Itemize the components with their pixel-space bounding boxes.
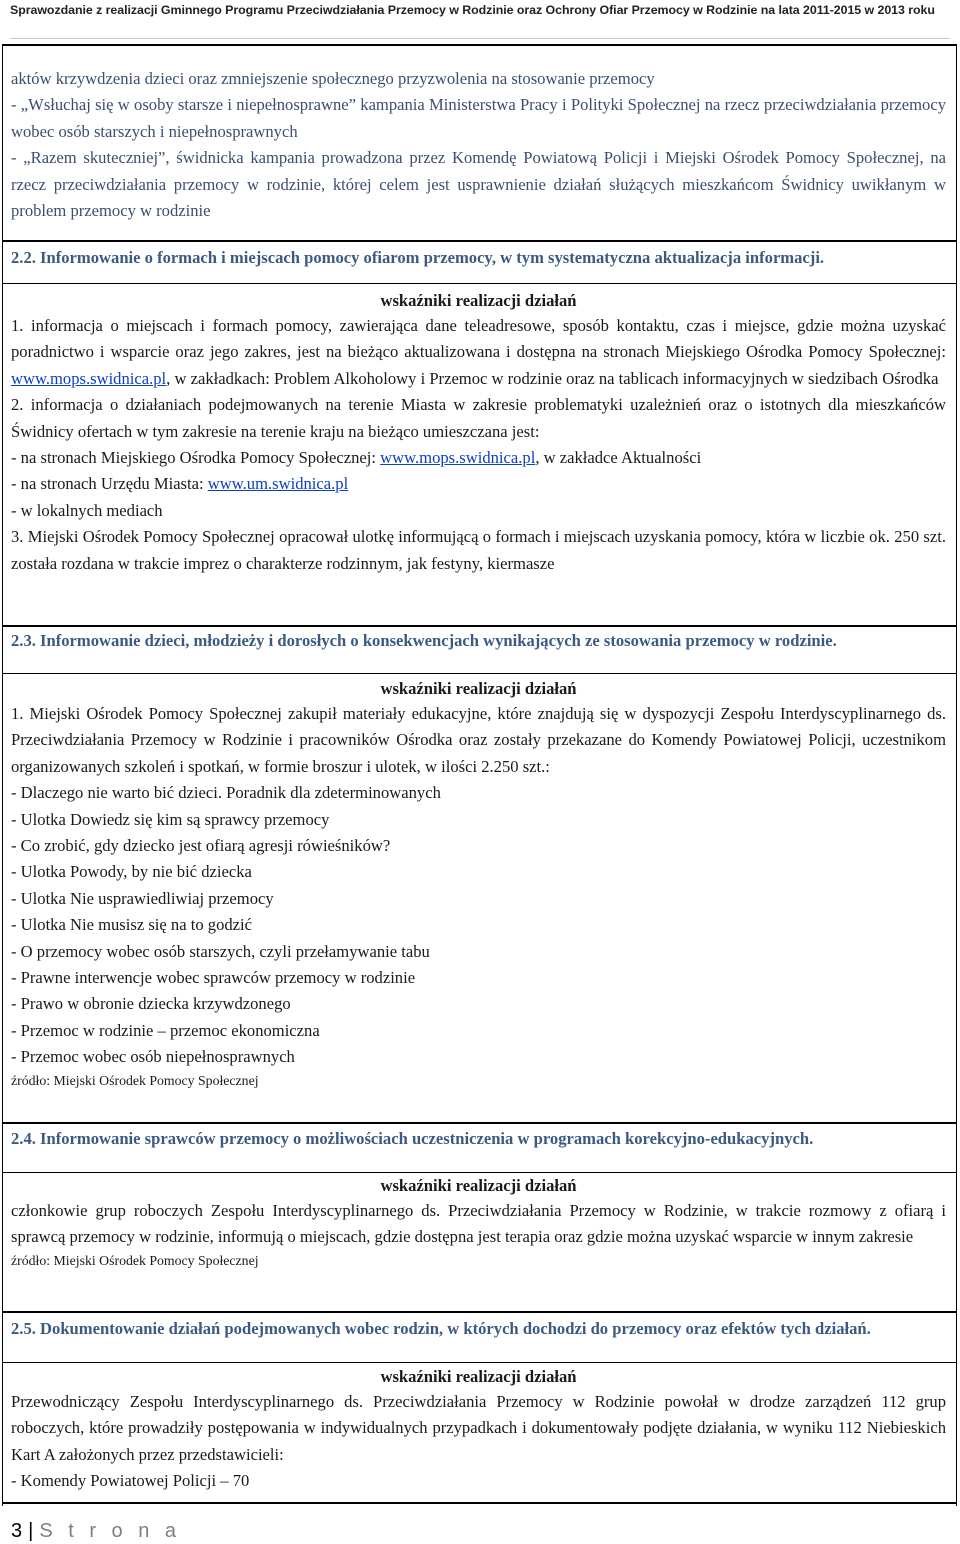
table-bottom-rule: [2, 1502, 957, 1504]
heading-rule-2-4: [2, 1172, 957, 1173]
um-link[interactable]: www.um.swidnica.pl: [207, 474, 349, 494]
heading-rule-2-2: [2, 283, 957, 284]
source-note: źródło: Miejski Ośrodek Pomocy Społecznej: [11, 1252, 259, 1268]
source-note: źródło: Miejski Ośrodek Pomocy Społecznej: [11, 1072, 259, 1088]
page-number: 3: [11, 1520, 23, 1542]
section-2-3-body: [11, 677, 946, 1091]
intro-line-3: - „Razem skuteczniej”, świdnicka kampania prowadzona przez Komendę Powiatową Policji i Miejski Ośrodek Pomocy Społecznej, na rzecz przeciwdziałania przemocy w rodzinie, której celem jest usprawnienie działań służących mieszkańcom Świdnicy uwikłanym w problem przemocy w rodzinie: [11, 148, 946, 221]
section-heading-2-4: 2.4. Informowanie sprawców przemocy o możliwościach uczestniczenia w programach korekcyjno-edukacyjnych.: [11, 1129, 814, 1148]
s22-list-item-3: - w lokalnych mediach: [11, 500, 163, 520]
section-heading-2-2: 2.2. Informowanie o formach i miejscach pomocy ofiarom przemocy, w tym systematyczna aktualizacja informacji.: [11, 248, 825, 267]
indicator-label: wskaźniki realizacji działań: [380, 679, 577, 698]
list-item: - Ulotka Dowiedz się kim są sprawcy przemocy: [11, 809, 330, 829]
s25-list-item-1: - Komendy Powiatowej Policji – 70: [11, 1471, 250, 1491]
header-rule: [10, 38, 950, 39]
heading-rule-2-3: [2, 673, 957, 674]
s22-paragraph-2: 2. informacja o działaniach podejmowanych na terenie Miasta w zakresie problematyki uzależnień oraz o istotnych dla mieszkańców Świdnicy ofertach w tym zakresie na terenie kraju na bieżąco umieszczana jest:: [11, 395, 946, 441]
s22-list-item-1: - na stronach Miejskiego Ośrodka Pomocy Społecznej: www.mops.swidnica.pl, w zakładce Aktualności: [11, 448, 702, 468]
footer-separator: |: [28, 1520, 34, 1542]
indicator-label: wskaźniki realizacji działań: [380, 1176, 577, 1195]
page-footer: [11, 1520, 181, 1543]
section-rule-2-5: [2, 1311, 957, 1313]
s22-paragraph-1: 1. informacja o miejscach i formach pomocy, zawierająca dane teleadresowe, sposób kontaktu, czas i miejsce, gdzie można uzyskać poradnictwo i wsparcie oraz jego zakres, jest na bieżąco aktualizowana i dostępna na stronach Miejskiego Ośrodka Pomocy Społecznej: www.mops.swidnica.pl, w zakładkach: Problem Alkoholowy i Przemoc w rodzinie oraz na tablicach informacyjnych w siedzibach Ośrodka: [11, 316, 946, 388]
mops-link[interactable]: www.mops.swidnica.pl: [11, 368, 167, 388]
indicator-label: wskaźniki realizacji działań: [380, 291, 577, 310]
s22-list-item-2: - na stronach Urzędu Miasta: www.um.swidnica.pl: [11, 474, 349, 494]
list-item: - Ulotka Nie musisz się na to godzić: [11, 915, 253, 935]
s25-paragraph-1: Przewodniczący Zespołu Interdyscyplinarnego ds. Przeciwdziałania Przemocy w Rodzinie powołał w drodze zarządzeń 112 grup roboczych, które prowadziły postępowania w indywidualnych przypadkach i dokumentowały podjęte działania, w wyniku 112 Niebieskich Kart A założonych przez przedstawicieli:: [11, 1392, 946, 1464]
section-rule-2-4: [2, 1122, 957, 1124]
section-2-2-body: [11, 289, 946, 577]
section-rule-2-3: [2, 625, 957, 627]
list-item: - Przemoc w rodzinie – przemoc ekonomiczna: [11, 1020, 320, 1040]
intro-block: [11, 66, 946, 224]
page-word: S t r o n a: [39, 1520, 182, 1542]
list-item: - O przemocy wobec osób starszych, czyli przełamywanie tabu: [11, 941, 430, 961]
section-2-2-heading-block: [11, 246, 946, 269]
s23-materials-list: [11, 780, 946, 1070]
section-2-4-body: [11, 1174, 946, 1271]
list-item: - Ulotka Powody, by nie bić dziecka: [11, 862, 252, 882]
section-2-5-heading-block: [11, 1317, 946, 1340]
s23-paragraph-1: 1. Miejski Ośrodek Pomocy Społecznej zakupił materiały edukacyjne, które znajdują się w dyspozycji Zespołu Interdyscyplinarnego ds. Przeciwdziałania Przemocy w Rodzinie i pracowników Ośrodka oraz zostały przekazane do Komendy Powiatowej Policji, uczestnikom organizowanych szkoleń i spotkań, w formie broszur i ulotek, w ilości 2.250 szt.:: [11, 704, 946, 776]
indicator-label: wskaźniki realizacji działań: [380, 1367, 577, 1386]
section-2-4-heading-block: [11, 1127, 946, 1150]
table-top-rule: [2, 44, 957, 46]
intro-line-1: aktów krzywdzenia dzieci oraz zmniejszenie społecznego przyzwolenia na stosowanie przemocy: [11, 69, 655, 88]
list-item: - Prawo w obronie dziecka krzywdzonego: [11, 994, 291, 1014]
header-title: Sprawozdanie z realizacji Gminnego Programu Przeciwdziałania Przemocy w Rodzinie oraz Ochrony Ofiar Przemocy w Rodzinie na lata 2011-2015 w 2013 roku: [10, 3, 935, 17]
page-header: [0, 0, 960, 40]
mops-link-2[interactable]: www.mops.swidnica.pl: [380, 448, 536, 468]
heading-rule-2-5: [2, 1362, 957, 1363]
list-item: - Ulotka Nie usprawiedliwiaj przemocy: [11, 888, 274, 908]
s24-paragraph-1: członkowie grup roboczych Zespołu Interdyscyplinarnego ds. Przeciwdziałania Przemocy w Rodzinie, w trakcie rozmowy z ofiarą i sprawcą przemocy w rodzinie, informują o miejscach, gdzie dostępna jest terapia oraz gdzie można uzyskać wsparcie w innym zakresie: [11, 1201, 946, 1247]
list-item: - Dlaczego nie warto bić dzieci. Poradnik dla zdeterminowanych: [11, 783, 441, 803]
section-rule-2-2: [2, 240, 957, 242]
section-2-3-heading-block: [11, 629, 946, 652]
intro-line-2: - „Wsłuchaj się w osoby starsze i niepełnosprawne” kampania Ministerstwa Pracy i Polityki Społecznej na rzecz przeciwdziałania przemocy wobec osób starszych i niepełnosprawnych: [11, 95, 946, 141]
section-heading-2-3: 2.3. Informowanie dzieci, młodzieży i dorosłych o konsekwencjach wynikających ze stosowania przemocy w rodzinie.: [11, 631, 837, 650]
list-item: - Przemoc wobec osób niepełnosprawnych: [11, 1047, 295, 1067]
s22-paragraph-3: 3. Miejski Ośrodek Pomocy Społecznej opracował ulotkę informującą o formach i miejscach uzyskania pomocy, która w liczbie ok. 250 szt. została rozdana w trakcie imprez o charakterze rodzinnym, jak festyny, kiermasze: [11, 527, 946, 573]
section-heading-2-5: 2.5. Dokumentowanie działań podejmowanych wobec rodzin, w których dochodzi do przemocy oraz efektów tych działań.: [11, 1319, 871, 1338]
list-item: - Prawne interwencje wobec sprawców przemocy w rodzinie: [11, 968, 416, 988]
list-item: - Co zrobić, gdy dziecko jest ofiarą agresji rówieśników?: [11, 836, 391, 856]
section-2-5-body: [11, 1365, 946, 1495]
